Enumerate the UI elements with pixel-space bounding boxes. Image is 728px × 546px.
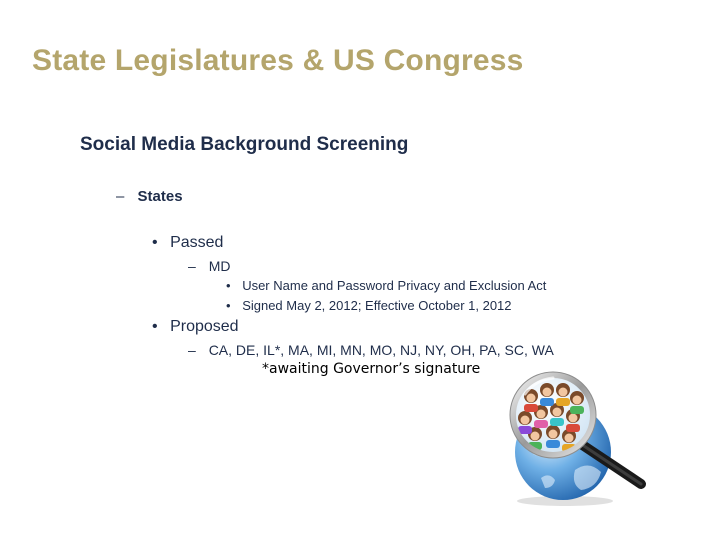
passed-state: MD xyxy=(208,258,231,274)
footnote: *awaiting Governor’s signature xyxy=(262,361,481,377)
slide-heading: Social Media Background Screening xyxy=(80,134,409,155)
passed-detail-item xyxy=(226,298,512,313)
proposed-item xyxy=(152,318,239,336)
passed-detail-act: User Name and Password Privacy and Exclusion Act xyxy=(242,278,547,293)
section-states-label: States xyxy=(137,188,183,205)
proposed-states: CA, DE, IL*, MA, MI, MN, MO, NJ, NY, OH, PA, SC, WA xyxy=(208,342,554,358)
section-states xyxy=(116,188,183,205)
slide-title: State Legislatures & US Congress xyxy=(32,44,524,77)
globe-magnifier-people-icon xyxy=(495,360,665,510)
passed-detail-dates: Signed May 2, 2012; Effective October 1, 2012 xyxy=(242,298,512,313)
passed-state-item xyxy=(188,258,230,274)
proposed-states-item xyxy=(188,342,554,358)
passed-item xyxy=(152,234,223,252)
passed-label: Passed xyxy=(170,234,224,251)
proposed-label: Proposed xyxy=(170,318,239,335)
passed-detail-item xyxy=(226,278,546,293)
